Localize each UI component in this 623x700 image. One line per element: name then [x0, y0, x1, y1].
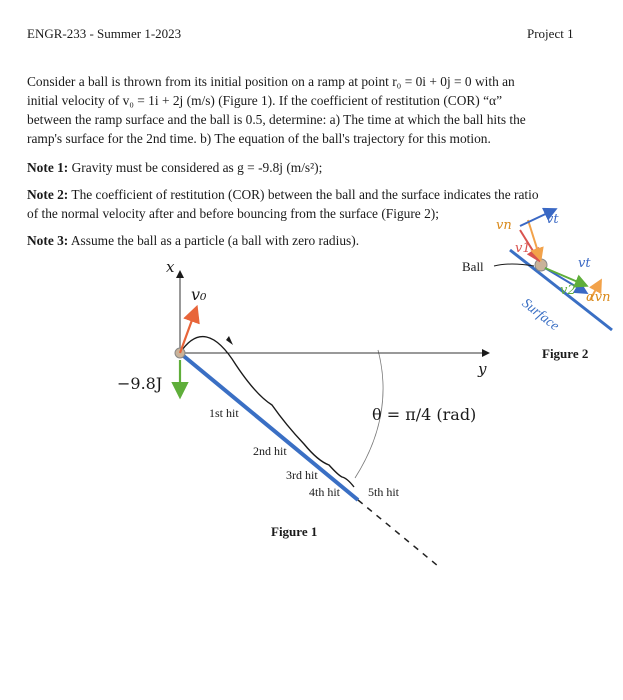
- fig2-vn-label: vn: [496, 218, 512, 233]
- note-1-text: Gravity must be considered as g = -9.8j (m/s²);: [71, 160, 323, 175]
- problem-line-4: ramp's surface for the 2nd time. b) The equation of the ball's trajectory for this motion.: [27, 131, 491, 146]
- hit-2-label: 2nd hit: [253, 444, 287, 458]
- v0-label: v₀: [191, 285, 207, 304]
- figure-2-caption: Figure 2: [542, 346, 589, 361]
- problem-line-3: between the ramp surface and the ball is 0.5, determine: a) The time at which the ball hits the: [27, 112, 526, 127]
- course-title: ENGR-233 - Summer 1-2023: [27, 26, 182, 41]
- problem-line-1: Consider a ball is thrown from its initial position on a ramp at point r₀ = 0i + 0j = 0 with an: [27, 74, 515, 89]
- note-3-text: Assume the ball as a particle (a ball with zero radius).: [70, 233, 360, 248]
- fig2-vt-top-label: vt: [546, 212, 559, 227]
- hit-4-label: 4th hit: [309, 485, 341, 499]
- fig2-v1-label: v1: [515, 241, 531, 256]
- theta-label: θ = π/4 (rad): [372, 405, 477, 424]
- project-label: Project 1: [527, 26, 574, 41]
- y-axis-label: y: [478, 360, 487, 378]
- fig2-vt-right-label: vt: [578, 256, 591, 271]
- fig2-v2-label: v2: [560, 283, 576, 298]
- figure-1-caption: Figure 1: [271, 524, 318, 539]
- note-2-text-2: of the normal velocity after and before bouncing from the surface (Figure 2);: [27, 206, 439, 221]
- fig2-surface-label: Surface: [518, 296, 562, 335]
- gravity-label: −9.8J: [117, 374, 163, 393]
- note-1-label: Note 1:: [27, 160, 69, 175]
- x-axis-label: x: [166, 258, 175, 276]
- note-2-label: Note 2:: [27, 187, 69, 202]
- hit-5-label: 5th hit: [368, 485, 400, 499]
- fig2-avn-label: αvn: [586, 290, 611, 305]
- hit-3-label: 3rd hit: [286, 468, 318, 482]
- hit-1-label: 1st hit: [209, 406, 239, 420]
- fig2-ball-label: Ball: [462, 259, 484, 274]
- note-2-text-1: The coefficient of restitution (COR) between the ball and the surface indicates the ratio: [71, 187, 539, 202]
- note-3-label: Note 3:: [27, 233, 69, 248]
- problem-line-2: initial velocity of v₀ = 1i + 2j (m/s) (Figure 1). If the coefficient of restitution (COR) “α”: [27, 93, 503, 108]
